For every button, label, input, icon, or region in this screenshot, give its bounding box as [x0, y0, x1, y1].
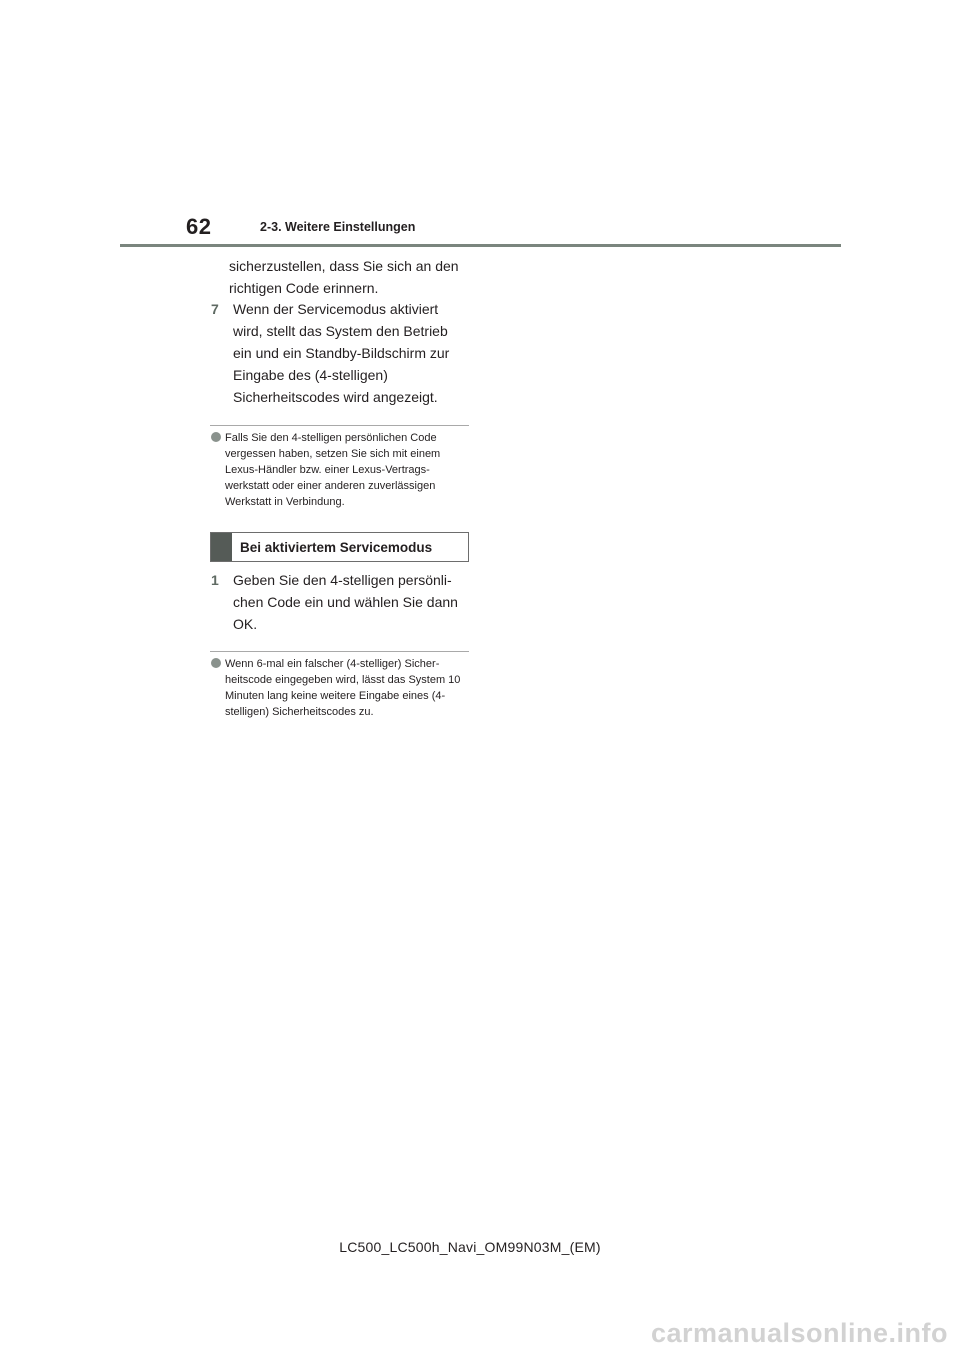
- subheading-box: [210, 532, 469, 562]
- step-number: 7: [211, 301, 219, 317]
- step-7: [211, 298, 469, 408]
- step-text: Geben Sie den 4-stelligen persönli-chen Code ein und wählen Sie dann OK.: [233, 572, 458, 632]
- note-text: Falls Sie den 4-stelligen persönlichen Code vergessen haben, setzen Sie sich mit einem Lexus-Händler bzw. einer Lexus-Vertrags-werkstatt oder einer anderen zuverlässigen Werkstatt in Verbindung.: [225, 432, 441, 508]
- step-1: [211, 569, 469, 635]
- bullet-icon: [211, 432, 221, 442]
- step-number: 1: [211, 572, 219, 588]
- step-text: Wenn der Servicemodus aktiviert wird, stellt das System den Betrieb ein und ein Standby-Bildschirm zur Eingabe des (4-stelligen) Sicherheitscodes wird angezeigt.: [233, 301, 450, 405]
- note-forgotten-code: [211, 430, 469, 510]
- note-text: Wenn 6-mal ein falscher (4-stelliger) Sicher-heitscode eingegeben wird, lässt das System 10 Minuten lang keine weitere Eingabe eines (4-stelligen) Sicherheitscodes zu.: [225, 658, 461, 718]
- header-divider: [120, 244, 841, 247]
- footer-doc-code: LC500_LC500h_Navi_OM99N03M_(EM): [339, 1239, 601, 1255]
- page-number: 62: [186, 214, 212, 239]
- bullet-icon: [211, 658, 221, 668]
- note-divider: [210, 651, 469, 652]
- section-title: 2-3. Weitere Einstellungen: [260, 220, 416, 234]
- continuation-paragraph: sicherzustellen, dass Sie sich an den richtigen Code erinnern.: [229, 258, 459, 296]
- note-divider: [210, 425, 469, 426]
- subheading-accent-bar: [211, 533, 232, 561]
- note-wrong-code: [211, 656, 469, 720]
- subheading-title: Bei aktiviertem Servicemodus: [240, 539, 433, 555]
- watermark: carmanualsonline.info: [650, 1318, 948, 1348]
